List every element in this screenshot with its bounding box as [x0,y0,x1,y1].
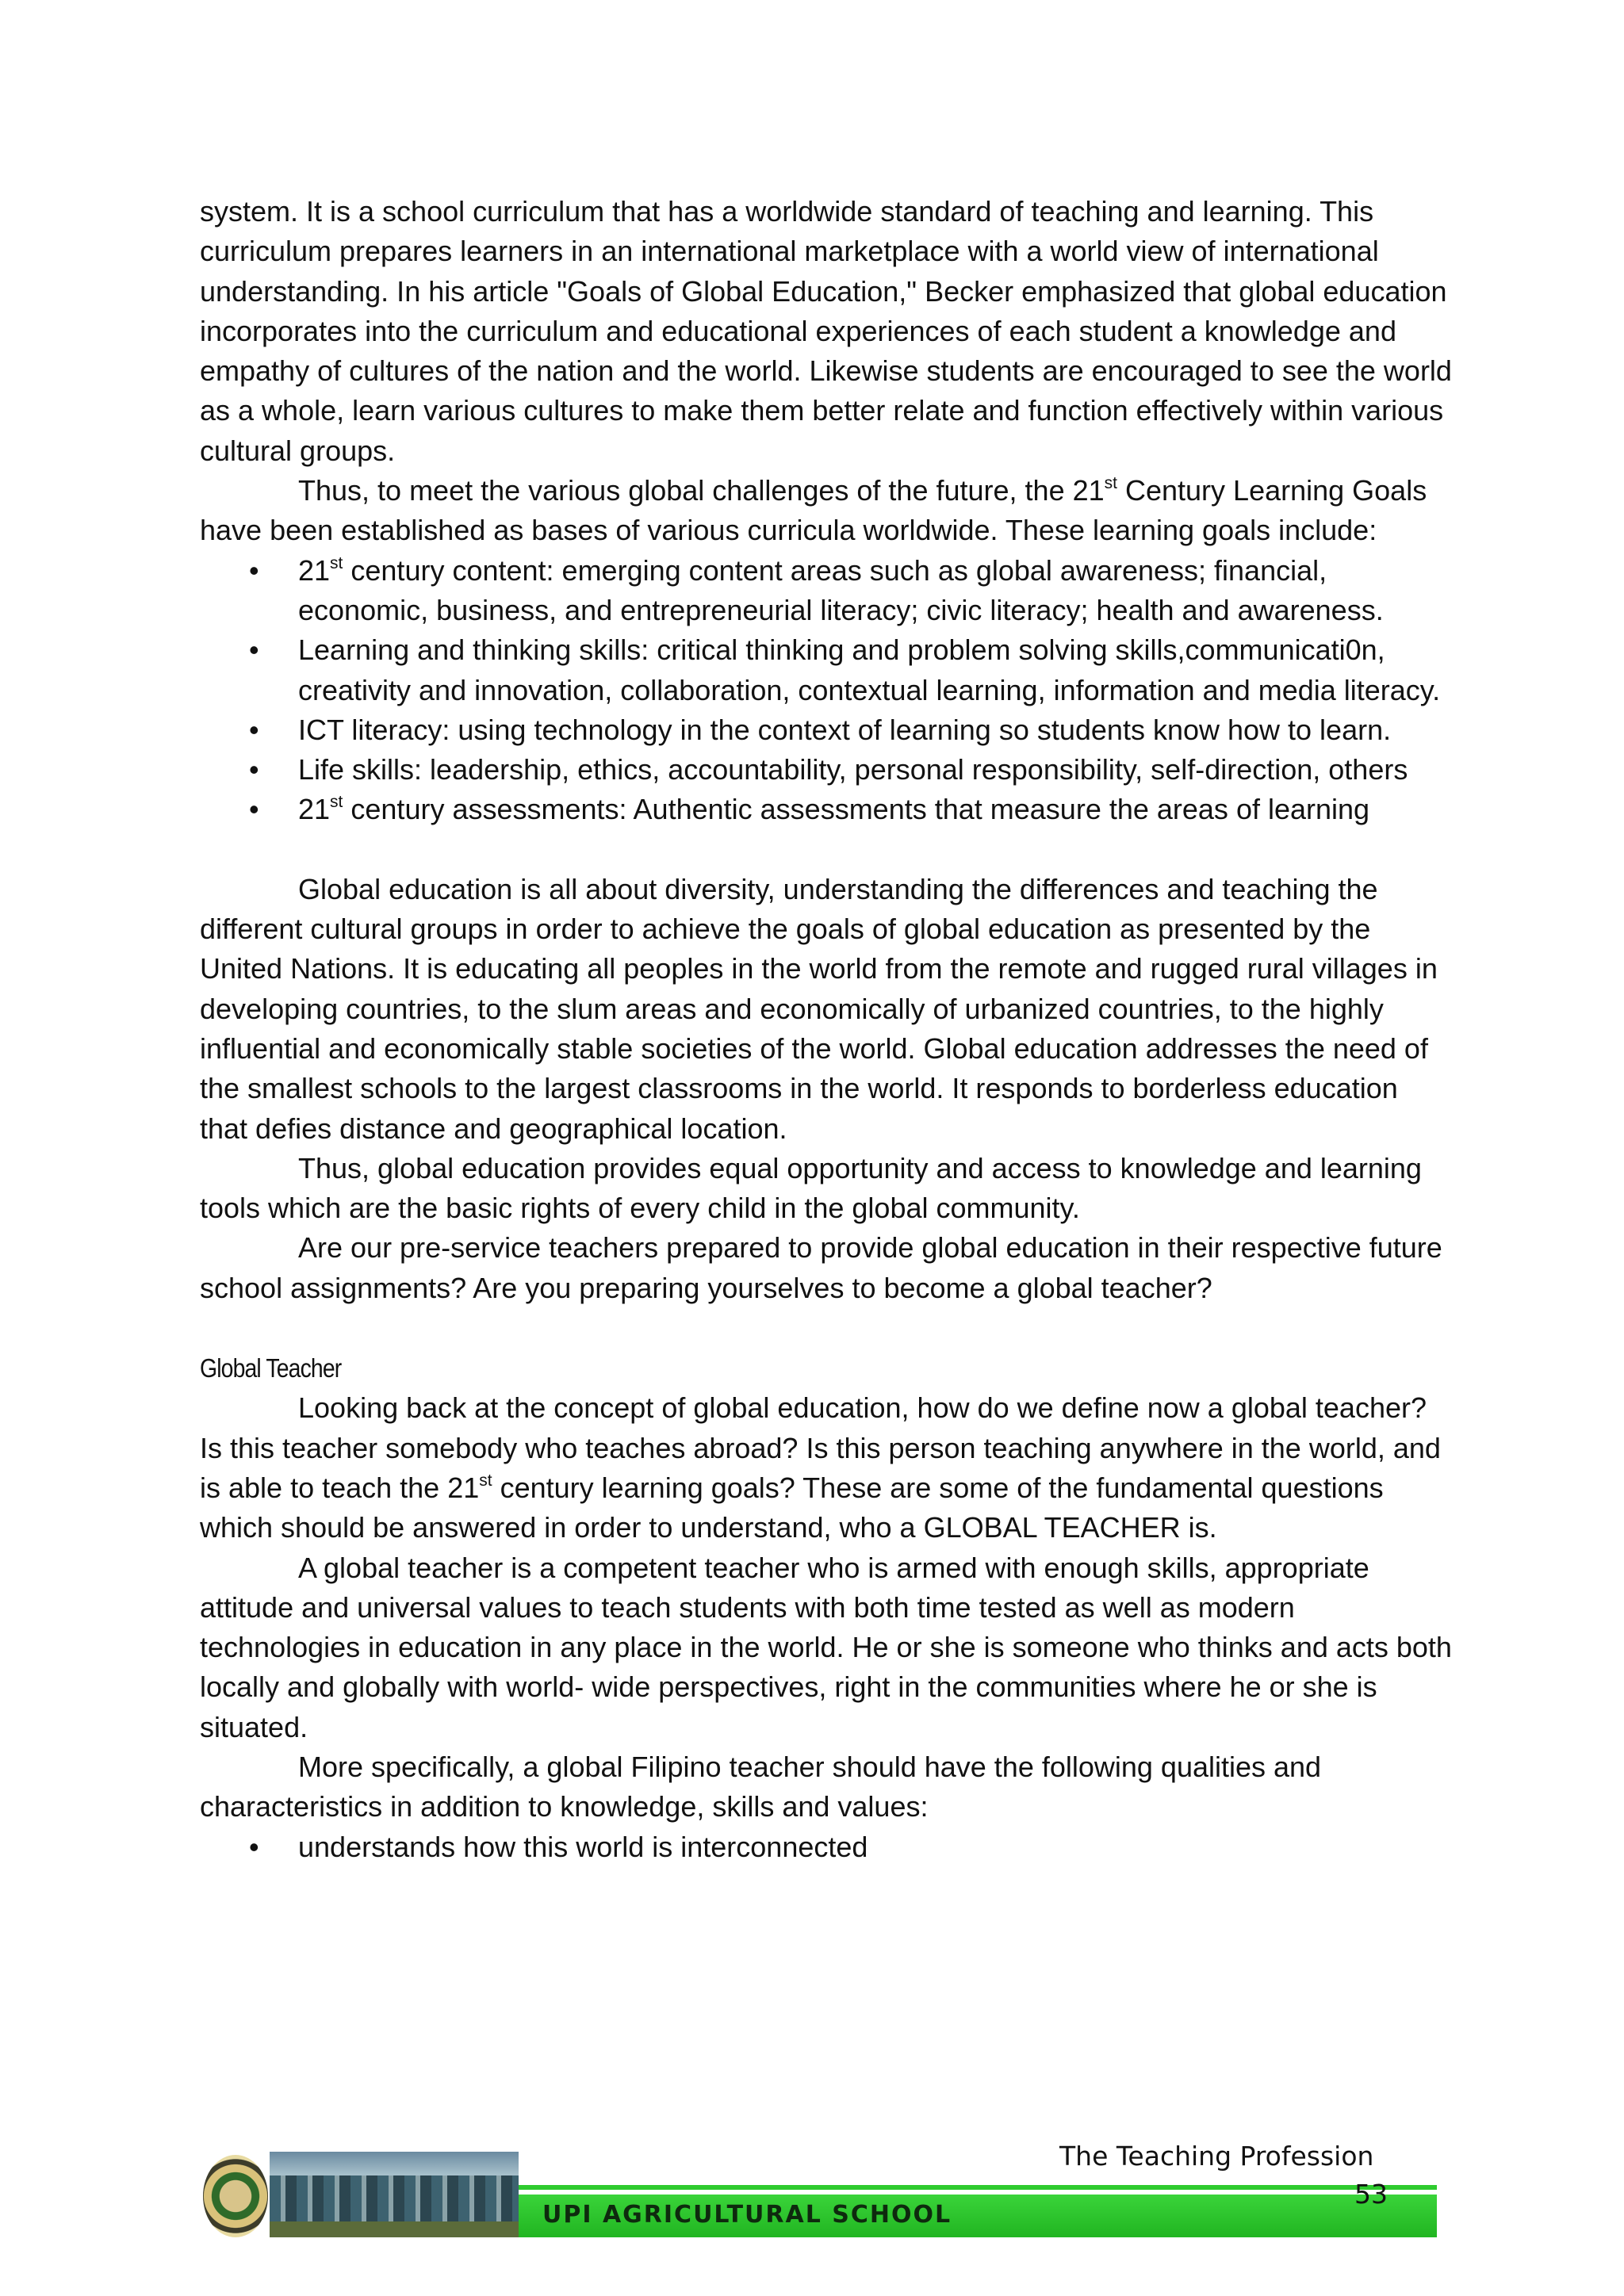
paragraph [200,1388,1453,1548]
photo-ground [270,2221,519,2237]
text-run: Learning and thinking skills: critical thinking and problem solving skills,communicati0n, creativity and innovation, collaboration, contextual learning, information and media literacy. [298,633,1441,706]
paragraph: Global education is all about diversity, understanding the differences and teaching the different cultural groups in order to achieve the goals of global education as presented by the United Nations. It is educating all peoples in the world from the remote and rugged rural villages in developing countries, to the slum areas and economically of urbanized countries, to the highly influential and economically stable societies of the world. Global education addresses the need of the smallest schools to the largest classrooms in the world. It responds to borderless education that defies distance and geographical location. [200,872,1438,1145]
qualities-list [200,1827,1453,1867]
superscript: st [330,793,343,812]
text-run: Life skills: leadership, ethics, accountability, personal responsibility, self-direction, others [298,753,1408,786]
list-item [200,790,1453,829]
bullet-icon: • [249,633,259,667]
list-item [200,630,1453,710]
text-run: 21 [298,553,331,587]
superscript: st [479,1471,492,1490]
school-banner [203,2149,1437,2241]
superscript: st [330,553,343,572]
text-run: Thus, to meet the various global challenges of the future, the 21 [298,474,1105,507]
page-number: 53 [1354,2179,1388,2210]
list-item [200,551,1453,631]
bullet-icon: • [249,1830,259,1863]
page-body [200,192,1453,1867]
text-run: century learning goals? These are some of the fundamental questions which should be answered in order to understand, who a GLOBAL TEACHER is. [200,1471,1384,1544]
bullet-icon: • [249,553,259,587]
bullet-icon: • [249,753,259,786]
list-item [200,1827,1453,1867]
paragraph: Are our pre-service teachers prepared to provide global education in their respective future school assignments? Are you preparing yourselves to become a global teacher? [200,1231,1442,1304]
paragraph: Thus, global education provides equal opportunity and access to knowledge and learning tools which are the basic rights of every child in the global community. [200,1151,1422,1225]
paragraph: A global teacher is a competent teacher who is armed with enough skills, appropriate attitude and universal values to teach students with both time tested as well as modern technologies in education in any place in the world. He or she is someone who thinks and acts both locally and globally with world- wide perspectives, right in the communities where he or she is situated. [200,1551,1452,1743]
text-run: ICT literacy: using technology in the context of learning so students know how to learn. [298,713,1392,746]
text-run: century content: emerging content areas such as global awareness; financial, economic, business, and entrepreneurial literacy; civic literacy; health and awareness. [298,553,1384,626]
footer-title: The Teaching Profession [1059,2141,1374,2172]
list-item [200,750,1453,790]
bullet-icon: • [249,793,259,826]
learning-goals-list [200,551,1453,830]
paragraph: system. It is a school curriculum that has a worldwide standard of teaching and learning. This curriculum prepares learners in an international marketplace with a world view of international understanding. In his article "Goals of Global Education," Becker emphasized that global education incorporates into the curriculum and educational experiences of each student a knowledge and empathy of cultures of the nation and the world. Likewise students are encouraged to see the world as a whole, learn various cultures to make them better relate and function effectively within various cultural groups. [200,195,1452,467]
section-heading [200,1348,1453,1388]
text-run: 21 [298,793,331,826]
text-run: century assessments: Authentic assessments that measure the areas of learning [343,793,1370,826]
superscript: st [1104,474,1117,493]
school-seal-icon [203,2155,268,2237]
bullet-icon: • [249,713,259,746]
banner-line [519,2185,1437,2190]
school-name: UPI AGRICULTURAL SCHOOL [542,2201,952,2229]
text-run: understands how this world is interconnected [298,1830,868,1863]
paragraph [200,471,1453,551]
list-item [200,710,1453,750]
text-run: Century Learning Goals have been established as bases of various curricula worldwide. These learning goals include: [200,474,1427,547]
paragraph: More specifically, a global Filipino teacher should have the following qualities and characteristics in addition to knowledge, skills and values: [200,1750,1322,1823]
heading-text: Global Teacher [200,1353,342,1383]
photo-roof [270,2152,519,2175]
spacer [200,1308,1453,1348]
text-run: Looking back at the concept of global education, how do we define now a global teacher? Is this teacher somebody who teaches abroad? Is this person teaching anywhere in the world, and is able to teach the 21 [200,1391,1441,1504]
spacer [200,830,1453,870]
